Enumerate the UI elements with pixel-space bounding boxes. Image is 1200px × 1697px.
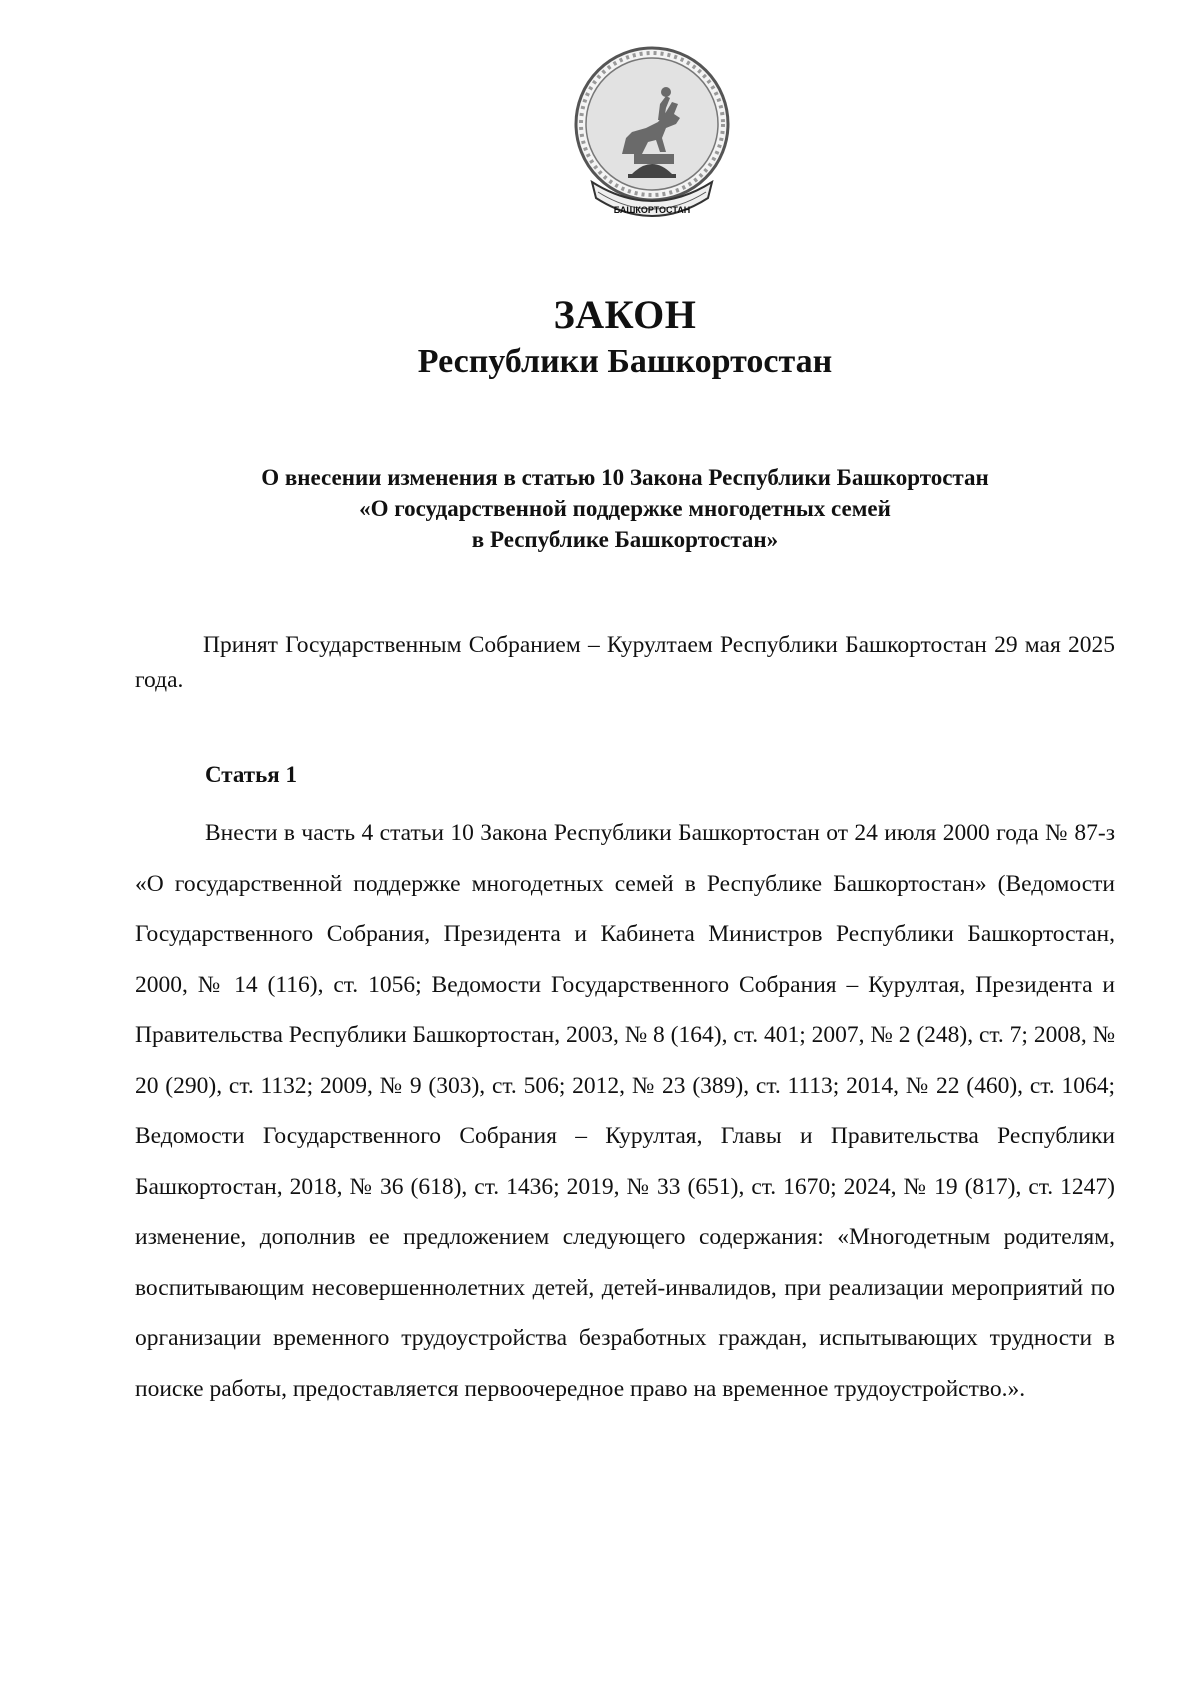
document-title: ЗАКОН [553,292,697,337]
document-subtitle: Республики Башкортостан [417,343,833,380]
adoption-statement: Принят Государственным Собранием – Курултаем Республики Башкортостан 29 мая 2025 года. [135,632,1115,693]
article-heading: Статья 1 [205,762,297,787]
coat-of-arms-emblem [562,42,742,232]
law-name-line-3: в Республике Башкортостан» [471,527,779,552]
law-name-line-1: О внесении изменения в статью 10 Закона Республики Башкортостан [261,465,989,490]
law-name [130,462,1120,555]
article-body: Внести в часть 4 статьи 10 Закона Республики Башкортостан от 24 июля 2000 года № 87-з «О государственной поддержке многодетных семей в Республике Башкортостан» (Ведомости Государственного Собрания, Президента и Кабинета Министров Республики Башкортостан, 2000, № 14 (116), ст. 1056; Ведомости Государственного Собрания – Курултая, Президента и Правительства Республики Башкортостан, 2003, № 8 (164), ст. 401; 2007, № 2 (248), ст. 7; 2008, № 20 (290), ст. 1132; 2009, № 9 (303), ст. 506; 2012, № 23 (389), ст. 1113; 2014, № 22 (460), ст. 1064; Ведомости Государственного Собрания – Курултая, Главы и Правительства Республики Башкортостан, 2018, № 36 (618), ст. 1436; 2019, № 33 (651), ст. 1670; 2024, № 19 (817), ст. 1247) изменение, дополнив ее предложением следующего содержания: «Многодетным родителям, воспитывающим несовершеннолетних детей, детей-инвалидов, при реализации мероприятий по организации временного трудоустройства безработных граждан, испытывающих трудности в поиске работы, предоставляется первоочередное право на временное трудоустройство.». [135,820,1115,1402]
title-block [0,292,1200,386]
emblem-ribbon-text: БАШКОРТОСТАН [613,205,691,215]
law-name-line-2: «О государственной поддержке многодетных семей [359,496,891,521]
